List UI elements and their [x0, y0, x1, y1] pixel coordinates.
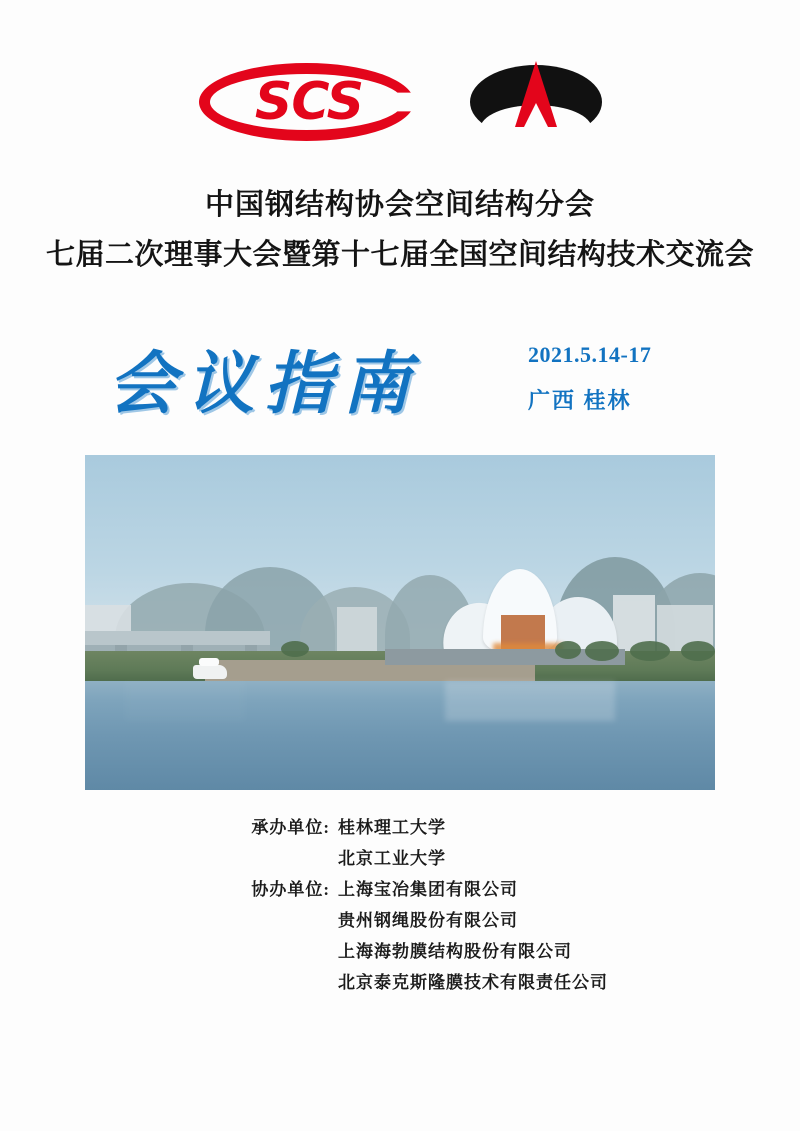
building-shape	[337, 607, 377, 655]
organizer-value: 桂林理工大学	[338, 818, 446, 837]
scs-logo	[199, 59, 414, 145]
river-water	[85, 681, 715, 790]
tree-cluster	[281, 641, 309, 657]
guide-place: 广西 桂林	[528, 388, 632, 413]
organizer-label	[0, 843, 338, 874]
guide-date: 2021.5.14-17	[528, 342, 652, 367]
organizer-label: 协办单位:	[251, 880, 330, 899]
organization-title: 中国钢结构协会空间结构分会	[204, 189, 595, 221]
water-reflection	[445, 681, 615, 721]
water-reflection	[125, 681, 245, 721]
bridge-span	[85, 631, 270, 645]
organizer-list	[0, 812, 800, 998]
organizer-label: 承办单位:	[251, 818, 330, 837]
guide-title: 会议指南	[108, 345, 421, 424]
organizer-value: 贵州钢绳股份有限公司	[338, 911, 518, 930]
organizer-label	[0, 905, 338, 936]
logo-row	[0, 52, 800, 152]
meeting-title: 七届二次理事大会暨第十七届全国空间结构技术交流会	[45, 239, 754, 271]
guide-block	[0, 330, 800, 430]
tree-cluster	[630, 641, 670, 661]
organizer-value: 北京泰克斯隆膜技术有限责任公司	[338, 973, 608, 992]
tree-cluster	[585, 641, 619, 661]
organizer-value: 北京工业大学	[338, 849, 446, 868]
boat-hull	[193, 665, 227, 679]
organizer-label	[0, 967, 338, 998]
organizer-value: 上海海勃膜结构股份有限公司	[338, 942, 572, 961]
boat-cabin	[199, 658, 219, 666]
organizer-row	[0, 967, 800, 998]
tree-cluster	[555, 641, 581, 659]
organizer-row	[0, 843, 800, 874]
organizer-row	[0, 936, 800, 967]
cssc-logo	[470, 59, 602, 145]
cssc-arrow-notch-icon	[523, 103, 549, 129]
organizer-row	[0, 874, 800, 905]
organizer-value: 上海宝冶集团有限公司	[338, 880, 518, 899]
cover-photo	[85, 455, 715, 790]
organizer-row	[0, 812, 800, 843]
scs-logo-text: SCS	[254, 72, 364, 132]
tree-cluster	[681, 641, 715, 661]
organizer-label	[0, 936, 338, 967]
organizer-row	[0, 905, 800, 936]
